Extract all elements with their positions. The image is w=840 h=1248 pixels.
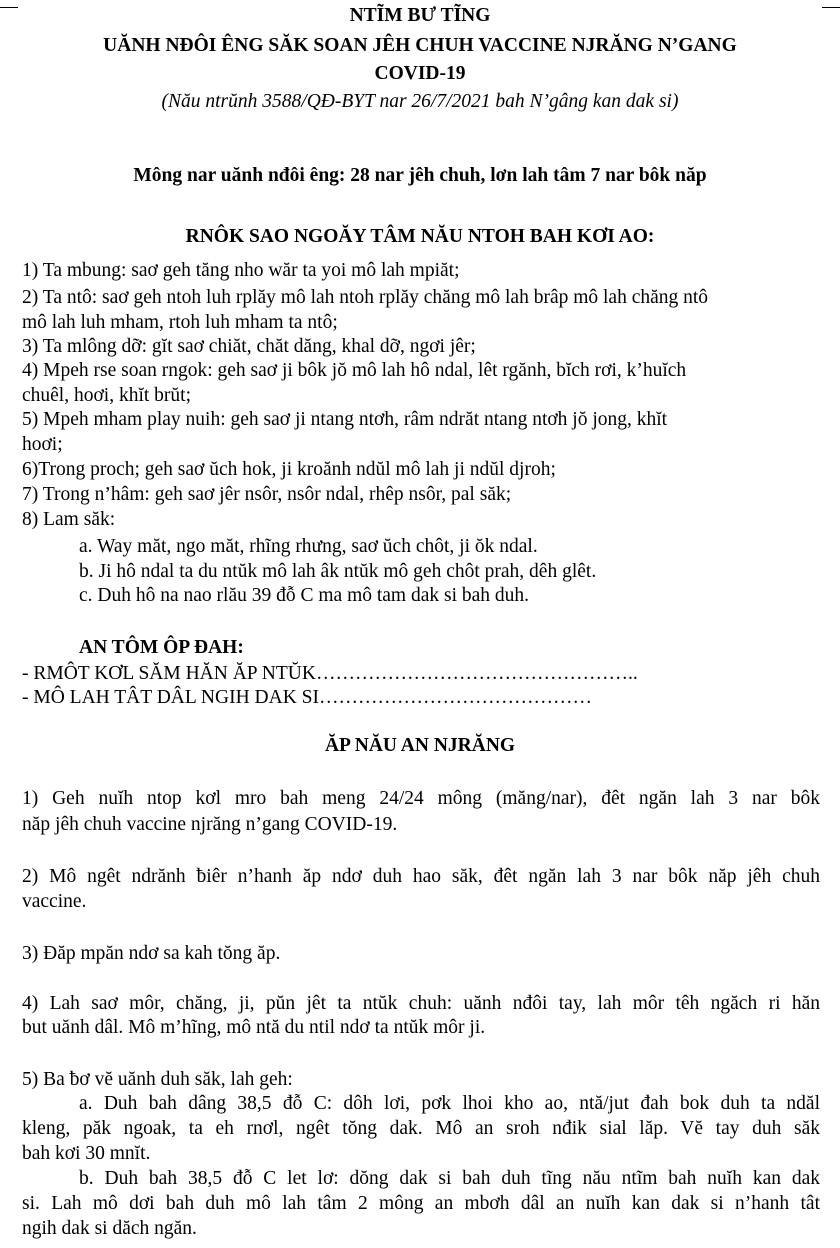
symptom-line: 4) Mpeh rse soan rngok: geh saơ ji bôk jŏ mô lah hô ndal, lêt rgănh, bĭch rơi, k’huĭch xyxy=(22,360,687,381)
document-title: UĂNH NĐÔI ÊNG SĂK SOAN JÊH CHUH VACCINE NJRĂNG N’GANG xyxy=(103,35,737,56)
fever-instruction-line: b. Duh bah 38,5 đỗ C let lơ: dŏng dak si bah duh tĩng nău ntĩm bah nuĭh kan dak xyxy=(79,1168,820,1189)
precaution-line: but uănh dâl. Mô m’hĩng, mô ntă du ntil ndơ ta ntŭk môr ji. xyxy=(22,1017,486,1038)
monitoring-duration: Mông nar uănh nđôi êng: 28 nar jêh chuh, lơn lah tâm 7 nar bôk năp xyxy=(133,165,707,186)
section-title-precautions: ĂP NĂU AN NJRĂNG xyxy=(324,735,516,756)
symptom-line: 1) Ta mbung: saơ geh tăng nho wăr ta yoi mô lah mpiăt; xyxy=(22,260,460,281)
contact-title: AN TÔM ÔP ĐAH: xyxy=(79,637,244,658)
symptom-line: hoơi; xyxy=(22,434,63,455)
symptom-sub-item: b. Ji hô ndal ta du ntŭk mô lah âk ntŭk mô geh chôt prah, dêh glêt. xyxy=(79,561,597,582)
symptom-line: mô lah luh mham, rtoh luh mham ta ntô; xyxy=(22,312,338,333)
precaution-line: năp jêh chuh vaccine njrăng n’gang COVID-19. xyxy=(22,814,398,835)
precaution-line: vaccine. xyxy=(22,891,87,912)
symptom-sub-item: c. Duh hô na nao rlău 39 đỗ C ma mô tam dak si bah duh. xyxy=(79,585,530,606)
precaution-line: 4) Lah saơ môr, chăng, ji, pŭn jêt ta ntŭk chuh: uănh nđôi tay, lah môr têh ngăch ri hăn xyxy=(22,993,820,1014)
contact-clinic-line: - MÔ LAH TÂT DÂL NGIH DAK SI…………………………………… xyxy=(22,687,592,708)
fever-instruction-line: si. Lah mô dơi bah duh mô lah tâm 2 mông an mbơh dâl an nuĭh kan dak si n’hanh tât xyxy=(22,1193,820,1214)
precaution-line: 3) Đăp mpăn ndơ sa kah tŏng ăp. xyxy=(22,943,281,964)
symptom-line: 6)Trong proch; geh saơ ŭch hok, ji kroănh ndŭl mô lah ji ndŭl djroh; xyxy=(22,459,556,480)
fever-instruction-line: ngih dak si dăch ngăn. xyxy=(22,1218,197,1239)
decision-reference: (Nău ntrŭnh 3588/QĐ-BYT nar 26/7/2021 bah N’gâng kan dak si) xyxy=(161,91,679,112)
fever-instruction-line: bah kơi 30 mnĭt. xyxy=(22,1143,151,1164)
document-title-covid: COVID-19 xyxy=(374,63,466,84)
symptom-sub-item: a. Way măt, ngo măt, rhĩng rhưng, saơ ŭch chôt, ji ŏk ndal. xyxy=(79,536,538,557)
symptom-line: 8) Lam săk: xyxy=(22,509,116,530)
fever-instruction-line: a. Duh bah dâng 38,5 đỗ C: dôh lơi, pơk lhoi kho ao, ntă/jut đah bok duh ta ndăl xyxy=(79,1093,820,1114)
symptom-line: 5) Mpeh mham play nuih: geh saơ ji ntang ntơh, râm ndrăt ntang ntơh jŏ jong, khĭt xyxy=(22,409,668,430)
fever-instruction-line: kleng, păk ngoak, ta eh rnơl, ngêt tŏng dak. Mô an sroh nđik sial lăp. Vĕ tay duh săk xyxy=(22,1118,820,1139)
symptom-line: 7) Trong n’hâm: geh saơ jêr nsôr, nsôr ndal, rhêp nsôr, pal săk; xyxy=(22,484,512,505)
symptom-line: 2) Ta ntô: saơ geh ntoh luh rplăy mô lah ntoh rplăy chăng mô lah brâp mô lah chăng ntô xyxy=(22,287,709,308)
section-title-symptoms: RNÔK SAO NGOĂY TÂM NĂU NTOH BAH KƠI AO: xyxy=(185,226,655,247)
precaution-line: 2) Mô ngêt ndrănh ƀiêr n’hanh ăp ndơ duh hao săk, đêt ngăn lah 3 nar bôk năp jêh chuh xyxy=(22,866,820,887)
precaution-line: 5) Ba ƀơ vĕ uănh duh săk, lah geh: xyxy=(22,1069,293,1090)
contact-phone-line: - RMÔT KƠL SĂM HĂN ĂP NTŬK………………………………………….. xyxy=(22,663,638,684)
document-heading: NTĨM BƯ TĨNG xyxy=(349,5,491,26)
symptom-line: chuêl, hoơi, khĭt brŭt; xyxy=(22,385,191,406)
symptom-line: 3) Ta mlông dỡ: gĭt saơ chiăt, chăt dăng, khal dỡ, ngơi jêr; xyxy=(22,336,476,357)
precaution-line: 1) Geh nuĭh ntop kơl mro bah meng 24/24 mông (măng/nar), đêt ngăn lah 3 nar bôk xyxy=(22,788,820,809)
